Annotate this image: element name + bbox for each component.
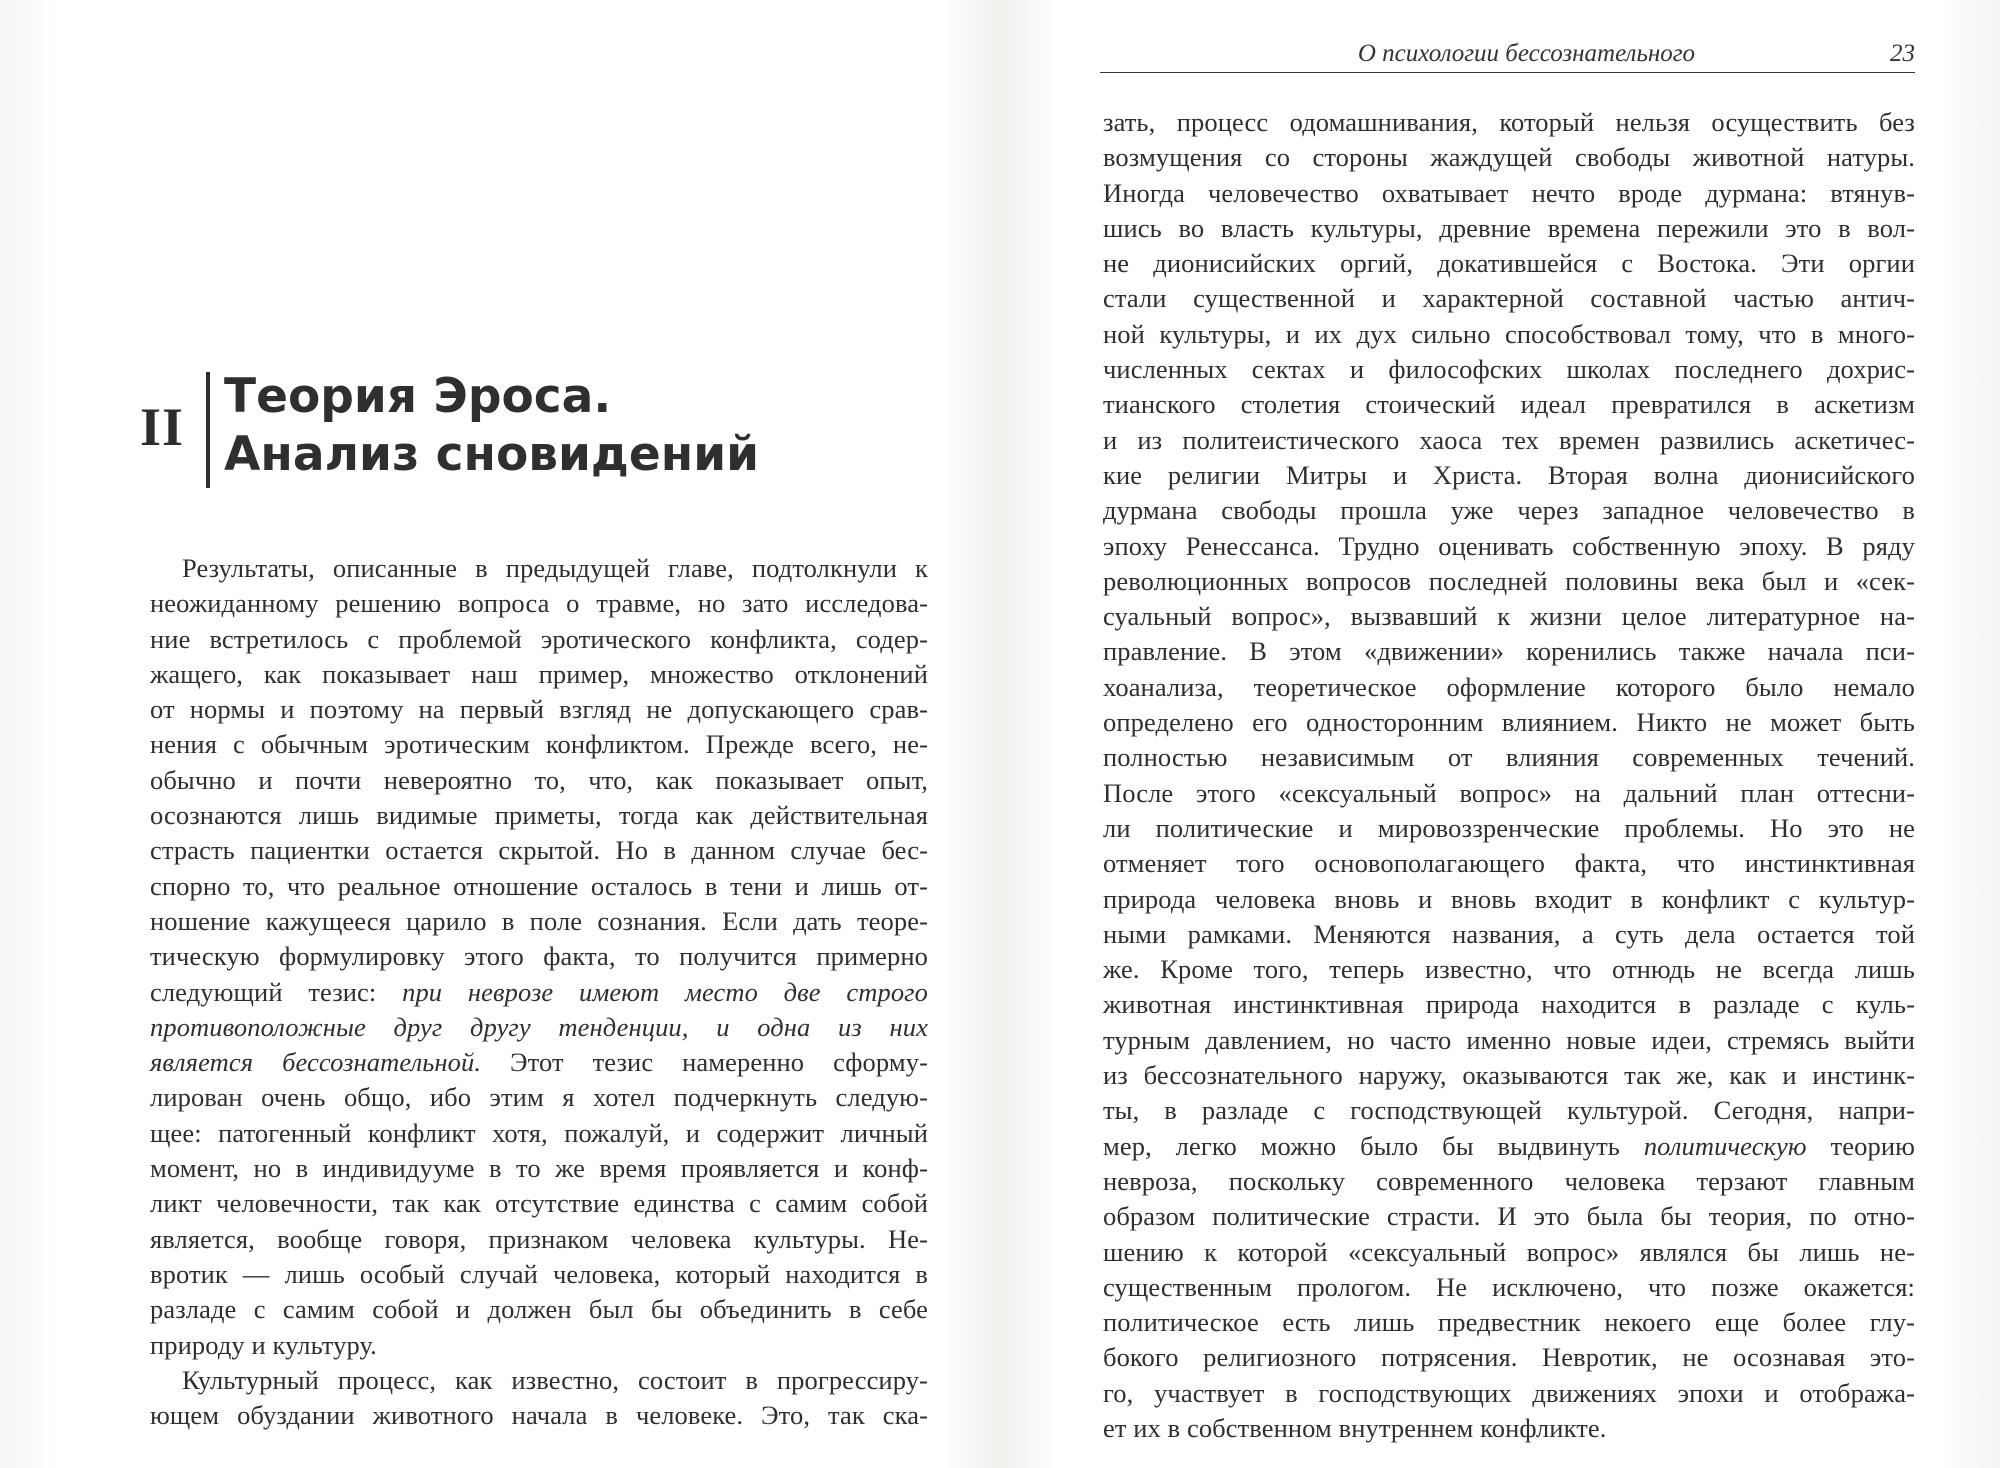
running-head <box>1100 36 1915 73</box>
chapter-heading <box>140 368 759 488</box>
text-line: природа человека вновь и вновь входит в конфликт с культур- <box>1103 883 1915 914</box>
text-line: ет их в собственном внутреннем конфликте. <box>1103 1412 1607 1443</box>
text-line: го, участвует в господствующих движениях эпохи и отобража- <box>1103 1377 1915 1408</box>
text-line: возмущения со стороны жаждущей свободы животной натуры. <box>1103 142 1915 173</box>
text-line: осознаются лишь видимые приметы, тогда как действительная <box>150 800 928 831</box>
page-number: 23 <box>1890 40 1915 67</box>
italic-thesis: при неврозе имеют место две строго <box>402 976 928 1007</box>
text-line: зать, процесс одомашнивания, который нельзя осуществить без <box>1103 107 1915 137</box>
chapter-title-line: Теория Эроса. <box>224 369 612 424</box>
text-line <box>150 1010 928 1045</box>
text-line: дурмана свободы прошла уже через западное человечество в <box>1103 495 1915 526</box>
text-line: страсть пациентки остается скрытой. Но в данном случае бес- <box>150 835 928 866</box>
text-line <box>150 551 928 586</box>
chapter-divider <box>206 372 210 488</box>
text-line: После этого «сексуальный вопрос» на дальний план оттесни- <box>1103 777 1915 808</box>
text-line: спорно то, что реальное отношение осталось в тени и лишь от- <box>150 870 928 901</box>
text-line: шению к которой «сексуальный вопрос» являлся бы лишь не- <box>1103 1236 1915 1267</box>
text-line: ликт человечности, так как отсутствие единства с самим собой <box>150 1188 928 1219</box>
italic-word: политическую <box>1643 1130 1807 1161</box>
right-page-header <box>1100 36 1915 73</box>
text-fragment: следующий тезис: <box>150 976 377 1007</box>
text-line: животная инстинктивная природа находится в разладе с куль- <box>1103 989 1915 1020</box>
text-line: ношение кажущееся царило в поле сознания. Если дать теоре- <box>150 905 928 936</box>
text-line: полностью независимым от влияния современных течений. <box>1103 742 1915 773</box>
text-fragment: Результаты, описанные в предыдущей главе, подтолкнули к <box>182 553 928 583</box>
italic-thesis: противоположные друг другу тенденции, и одна из них <box>150 1011 928 1042</box>
text-line: ты, в разладе с господствующей культурой. Сегодня, напри- <box>1103 1095 1915 1126</box>
chapter-number: II <box>140 397 185 457</box>
text-line: существенным прологом. Не исключено, что позже окажется: <box>1103 1271 1915 1302</box>
text-line: от нормы и поэтому на первый взгляд не допускающего срав- <box>150 694 928 725</box>
chapter-title-line: Анализ сновидений <box>224 427 760 482</box>
text-line: ли политические и мировоззренческие проблемы. Но это не <box>1103 812 1915 843</box>
text-fragment: теорию <box>1830 1130 1915 1161</box>
text-line: политическое есть лишь предвестник некоего еще более глу- <box>1103 1307 1915 1338</box>
text-line: из бессознательного наружу, оказываются так же, как и инстинк- <box>1103 1060 1915 1091</box>
text-line: определено его односторонним влиянием. Никто не может быть <box>1103 707 1915 738</box>
text-line <box>150 1363 928 1398</box>
text-line: момент, но в индивидууме в то же время проявляется и конф- <box>150 1153 928 1184</box>
text-line: тианского столетия стоический идеал превратился в аскетизм <box>1103 389 1915 420</box>
text-line: стали существенной и характерной составной частью антич- <box>1103 283 1915 314</box>
text-line: суальный вопрос», вызвавший к жизни целое литературное на- <box>1103 601 1915 632</box>
text-line: отменяет того основополагающего факта, что инстинктивная <box>1103 848 1915 879</box>
text-line: революционных вопросов последней половины века был и «сек- <box>1103 565 1915 596</box>
text-line: вротик — лишь особый случай человека, который находится в <box>150 1258 928 1289</box>
text-fragment: Этот тезис намеренно сформу- <box>510 1047 928 1078</box>
text-line: хоанализа, теоретическое оформление которого было немало <box>1103 671 1915 702</box>
text-fragment: Культурный процесс, как известно, состоит в прогрессиру- <box>182 1364 928 1395</box>
text-line: бокого религиозного потрясения. Невротик, не осознавая это- <box>1103 1342 1915 1373</box>
running-title: О психологии бессознательного <box>1357 40 1695 67</box>
text-line: ной культуры, и их дух сильно способствовал тому, что в много- <box>1103 318 1915 349</box>
text-line-with-italic <box>150 975 928 1010</box>
text-line: образом политические страсти. И это была бы теория, по отно- <box>1103 1201 1915 1232</box>
text-fragment: мер, легко можно было бы выдвинуть <box>1103 1130 1620 1161</box>
text-line: нения с обычным эротическим конфликтом. Прежде всего, не- <box>150 729 928 760</box>
chapter-title <box>224 368 759 484</box>
text-line: турным давлением, но часто именно новые идеи, стремясь выйти <box>1103 1024 1915 1055</box>
text-line: ющем обуздании животного начала в человеке. Это, так ска- <box>150 1400 928 1431</box>
text-line: Иногда человечество охватывает нечто вроде дурмана: втянув- <box>1103 177 1915 208</box>
italic-thesis: является бессознательной. <box>150 1047 482 1078</box>
text-line: шись во власть культуры, древние времена пережили это в вол- <box>1103 212 1915 243</box>
text-line: не дионисийских оргий, докатившейся с Востока. Эти оргии <box>1103 248 1915 279</box>
text-line: обычно и почти невероятно то, что, как показывает опыт, <box>150 764 928 795</box>
text-line: природу и культуру. <box>150 1329 377 1360</box>
text-line: лирован очень общо, ибо этим я хотел подчеркнуть следую- <box>150 1082 928 1113</box>
text-line: является, вообще говоря, признаком человека культуры. Не- <box>150 1223 928 1254</box>
text-line: и из политеистического хаоса тех времен развились аскетичес- <box>1103 424 1915 455</box>
text-line: эпоху Ренессанса. Трудно оценивать собственную эпоху. В ряду <box>1103 530 1915 561</box>
text-line: неожиданному решению вопроса о травме, но зато исследова- <box>150 588 928 619</box>
text-line: же. Кроме того, теперь известно, что отнюдь не всегда лишь <box>1103 954 1915 985</box>
text-line: кие религии Митры и Христа. Вторая волна дионисийского <box>1103 459 1915 490</box>
text-line: ние встретилось с проблемой эротического конфликта, содер- <box>150 623 928 654</box>
right-page-body <box>1103 105 1915 1446</box>
text-line: тическую формулировку этого факта, то получится примерно <box>150 941 928 972</box>
text-line: разладе с самим собой и должен был бы объединить в себе <box>150 1294 928 1325</box>
left-page-body <box>150 551 928 1433</box>
text-line-with-italic <box>150 1045 928 1080</box>
text-line-with-italic <box>1103 1129 1915 1164</box>
text-line: жащего, как показывает наш пример, множество отклонений <box>150 658 928 689</box>
text-line: правление. В этом «движении» коренились также начала пси- <box>1103 636 1915 667</box>
text-line: невроза, поскольку современного человека терзают главным <box>1103 1165 1915 1196</box>
text-line: численных сектах и философских школах последнего дохрис- <box>1103 354 1915 385</box>
text-line: щее: патогенный конфликт хотя, пожалуй, и содержит личный <box>150 1117 928 1148</box>
text-line: ными рамками. Меняются названия, а суть дела остается той <box>1103 918 1915 949</box>
